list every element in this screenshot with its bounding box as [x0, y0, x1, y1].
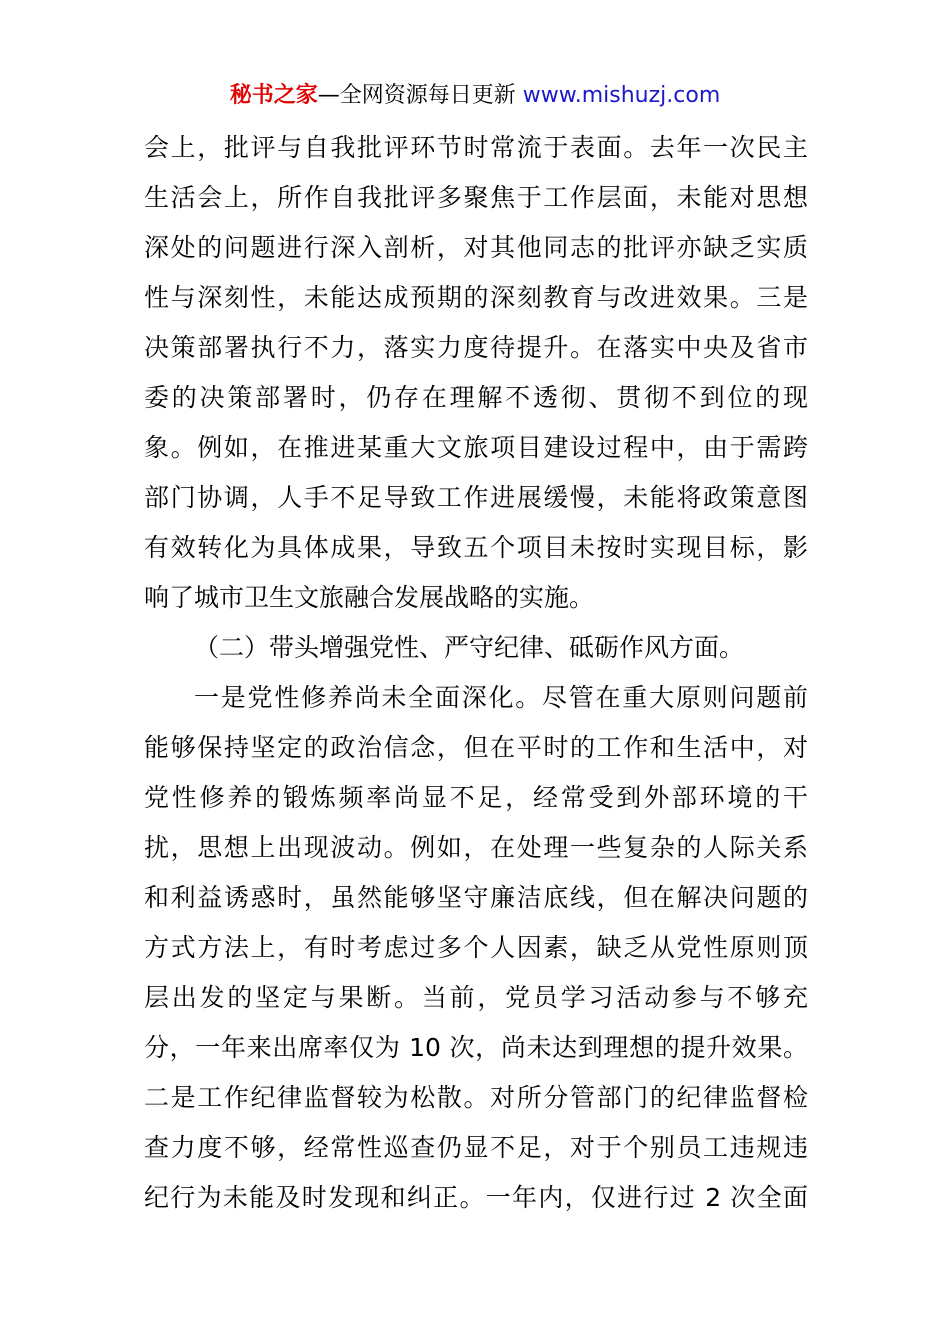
text-line: 方式方法上，有时考虑过多个人因素，缺乏从党性原则顶	[144, 933, 808, 962]
text-line: 象。例如，在推进某重大文旅项目建设过程中，由于需跨	[144, 433, 808, 462]
text-line: 委的决策部署时，仍存在理解不透彻、贯彻不到位的现	[144, 383, 808, 412]
text-line: 能够保持坚定的政治信念，但在平时的工作和生活中，对	[144, 733, 808, 762]
text-line: 层出发的坚定与果断。当前，党员学习活动参与不够充	[144, 983, 808, 1012]
text-line: 党性修养的锻炼频率尚显不足，经常受到外部环境的干	[144, 783, 808, 812]
text-line: 生活会上，所作自我批评多聚焦于工作层面，未能对思想	[144, 183, 808, 212]
text-line: 性与深刻性，未能达成预期的深刻教育与改进效果。三是	[144, 283, 808, 312]
text-line: 二是工作纪律监督较为松散。对所分管部门的纪律监督检	[144, 1083, 808, 1112]
body-text	[144, 123, 808, 1223]
text-line: 响了城市卫生文旅融合发展战略的实施。	[144, 583, 595, 612]
text-line: 深处的问题进行深入剖析，对其他同志的批评亦缺乏实质	[144, 233, 808, 262]
header-site-link[interactable]: www.mishuzj.com	[522, 83, 721, 108]
text-line: 部门协调，人手不足导致工作进展缓慢，未能将政策意图	[144, 483, 808, 512]
text-line: 和利益诱惑时，虽然能够坚守廉洁底线，但在解决问题的	[144, 883, 808, 912]
text-line: 查力度不够，经常性巡查仍显不足，对于个别员工违规违	[144, 1133, 808, 1162]
text-line: 纪行为未能及时发现和纠正。一年内，仅进行过 2 次全面	[144, 1183, 808, 1212]
header-brand: 秘书之家	[229, 83, 318, 108]
header-tagline: —全网资源每日更新	[317, 83, 516, 108]
section-heading: （二）带头增强党性、严守纪律、砥砺作风方面。	[194, 633, 745, 662]
text-line: 一是党性修养尚未全面深化。尽管在重大原则问题前	[194, 683, 808, 712]
text-line: 决策部署执行不力，落实力度待提升。在落实中央及省市	[144, 333, 808, 362]
page-header	[0, 80, 950, 112]
text-line: 扰，思想上出现波动。例如，在处理一些复杂的人际关系	[144, 833, 808, 862]
text-line: 会上，批评与自我批评环节时常流于表面。去年一次民主	[144, 133, 808, 162]
text-line: 有效转化为具体成果，导致五个项目未按时实现目标，影	[144, 533, 808, 562]
text-line: 分，一年来出席率仅为 10 次，尚未达到理想的提升效果。	[144, 1033, 808, 1062]
